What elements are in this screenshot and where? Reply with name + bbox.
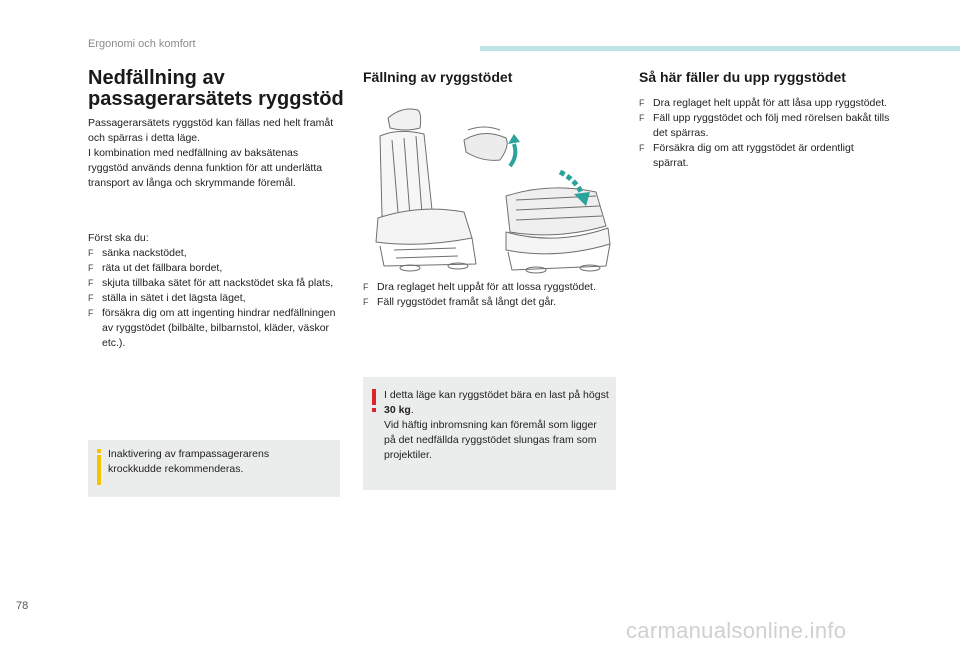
raise-steps — [639, 96, 891, 171]
list-item: F skjuta tillbaka sätet för att nackstödet ska få plats, — [88, 277, 334, 289]
info-icon — [94, 449, 104, 489]
list-item: F Fäll upp ryggstödet och följ med rörelsen bakåt tills det spärras. — [639, 112, 890, 139]
preparation-steps — [88, 246, 340, 351]
list-item: F ställa in sätet i det lägsta läget, — [88, 292, 246, 304]
fold-steps — [363, 280, 615, 310]
info-box — [88, 440, 340, 497]
section-heading-fold: Fällning av ryggstödet — [363, 69, 513, 85]
rotate-arrow-icon — [510, 144, 515, 166]
info-text: Inaktivering av frampassagerarens krockkudde rekommenderas. — [108, 448, 270, 475]
seat-illustration — [360, 100, 620, 280]
list-item: F Fäll ryggstödet framåt så långt det går. — [363, 296, 557, 308]
list-item: F sänka nackstödet, — [88, 247, 187, 259]
list-item: F Försäkra dig om att ryggstödet är ordentligt spärrat. — [639, 142, 854, 169]
page-number: 78 — [16, 600, 29, 612]
list-item: F försäkra dig om att ingenting hindrar nedfällningen av ryggstödet (bilbälte, bilbarnstol, kläder, väskor etc.). — [88, 307, 336, 349]
warning-icon — [369, 389, 379, 429]
warning-text: I detta läge kan ryggstödet bära en last på högst 30 kg. Vid häftig inbromsning kan föremål som ligger på det nedfällda ryggstödet slungas fram som projektiler. — [384, 389, 609, 461]
intro-paragraph: Passagerarsätets ryggstöd kan fällas ned helt framåt och spärras i detta läge. I kombination med nedfällning av baksätenas ryggstöd används denna funktion för att underlätta transport av långa och skrymmande föremål. — [88, 117, 334, 189]
warning-box — [363, 377, 616, 490]
page-title: Nedfällning av passagerarsätets ryggstöd — [88, 67, 344, 110]
first-label: Först ska du: — [88, 232, 149, 244]
cushion-shape — [376, 209, 472, 244]
removed-headrest-shape — [464, 133, 507, 160]
list-item: F räta ut det fällbara bordet, — [88, 262, 223, 274]
folded-backrest-shape — [506, 188, 606, 235]
list-item: F Dra reglaget helt uppåt för att lossa ryggstödet. — [363, 281, 596, 293]
watermark: carmanualsonline.info — [626, 618, 847, 643]
section-heading-raise: Så här fäller du upp ryggstödet — [639, 69, 846, 85]
section-label: Ergonomi och komfort — [88, 38, 196, 50]
list-item: F Dra reglaget helt uppåt för att låsa upp ryggstödet. — [639, 97, 888, 109]
headrest-shape — [388, 109, 421, 130]
backrest-shape — [380, 131, 432, 218]
header-accent-bar — [480, 46, 960, 51]
